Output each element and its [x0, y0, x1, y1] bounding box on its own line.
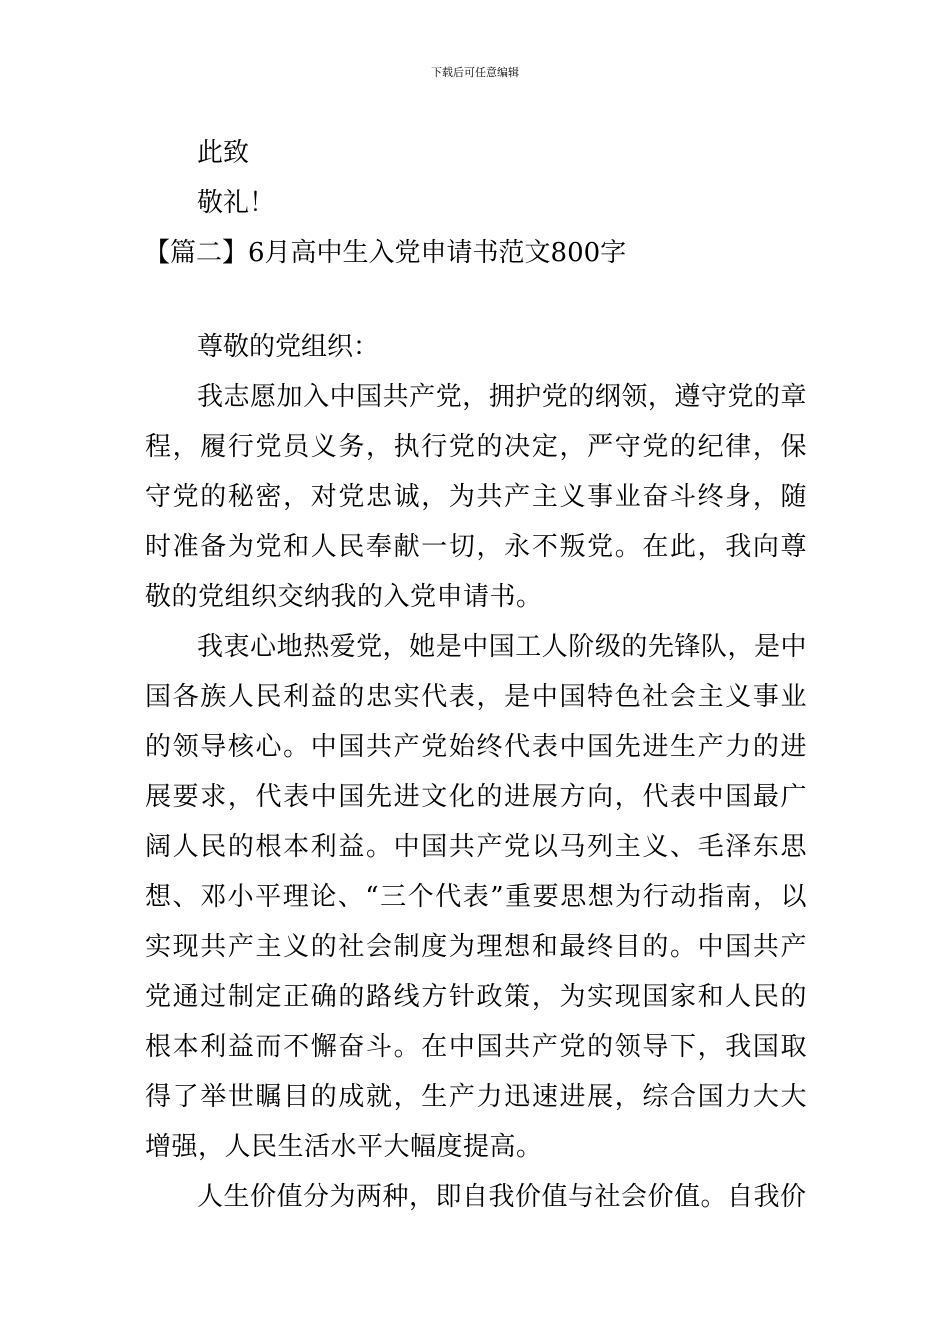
document-body [145, 128, 807, 1222]
section-heading: 【篇二】6月高中生入党申请书范文800字 [144, 238, 627, 268]
paragraph-2: 我衷心地热爱党，她是中国工人阶级的先锋队，是中国各族人民利益的忠实代表，是中国特色社会主义事业的领导核心。中国共产党始终代表中国先进生产力的进展要求，代表中国先进文化的进展方向，代表中国最广阔人民的根本利益。中国共产党以马列主义、毛泽东思想、邓小平理论、“三个代表”重要思想为行动指南，以实现共产主义的社会制度为理想和最终目的。中国共产党通过制定正确的路线方针政策，为实现国家和人民的根本利益而不懈奋斗。在中国共产党的领导下，我国取得了举世瞩目的成就，生产力迅速进展，综合国力大大增强，人民生活水平大幅度提高。 [145, 632, 807, 1162]
spacer [145, 278, 807, 322]
page-header-note: 下载后可任意编辑 [431, 66, 519, 79]
salutation: 尊敬的党组织： [197, 332, 380, 362]
closing-line-2: 敬礼！ [197, 188, 276, 218]
paragraph-1: 我志愿加入中国共产党，拥护党的纲领，遵守党的章程，履行党员义务，执行党的决定，严守党的纪律，保守党的秘密，对党忠诚，为共产主义事业奋斗终身，随时准备为党和人民奉献一切，永不叛党。在此，我向尊敬的党组织交纳我的入党申请书。 [145, 382, 807, 612]
closing-line-1: 此致 [197, 138, 250, 168]
paragraph-3: 人生价值分为两种，即自我价值与社会价值。自我价 [197, 1182, 807, 1212]
